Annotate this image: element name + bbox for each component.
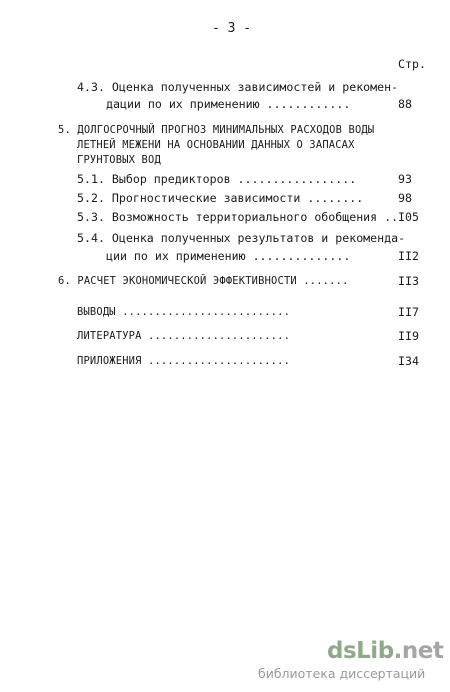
logo-tld: .net — [393, 638, 444, 664]
toc-literature: ЛИТЕРАТУРА ...................... — [77, 330, 291, 342]
toc-chapter-5-line3: ГРУНТОВЫХ ВОД — [77, 154, 161, 166]
toc-entry-5-2-page: 98 — [398, 191, 412, 205]
toc-conclusions-page: II7 — [398, 305, 419, 319]
toc-entry-4-3-page: 88 — [398, 97, 412, 111]
toc-entry-4-3-line1: 4.3. Оценка полученных зависимостей и рекомен- — [77, 80, 399, 94]
toc-entry-5-3: 5.3. Возможность территориального обобщения .. — [77, 210, 399, 224]
toc-chapter-5-line1: 5. ДОЛГОСРОЧНЫЙ ПРОГНОЗ МИНИМАЛЬНЫХ РАСХОДОВ ВОДЫ — [58, 124, 375, 136]
toc-chapter-6-page: II3 — [398, 274, 419, 288]
toc-entry-5-1-page: 93 — [398, 172, 412, 186]
toc-chapter-6: 6. РАСЧЕТ ЭКОНОМИЧЕСКОЙ ЭФФЕКТИВНОСТИ ....... — [58, 275, 349, 287]
page-number: - 3 - — [212, 21, 252, 36]
toc-entry-4-3-line2: дации по их применению ............ — [106, 97, 351, 111]
toc-entry-5-1: 5.1. Выбор предикторов ................. — [77, 172, 357, 186]
dslib-logo — [327, 638, 443, 664]
page-column-header: Стр. — [398, 57, 426, 71]
toc-entry-5-4-line2: ции по их применению .............. — [106, 249, 351, 263]
toc-entry-5-3-page: I05 — [398, 210, 419, 224]
toc-literature-page: II9 — [398, 329, 419, 343]
toc-entry-5-4-page: II2 — [398, 249, 419, 263]
logo-main: dsLib — [327, 638, 394, 664]
toc-chapter-5-line2: ЛЕТНЕЙ МЕЖЕНИ НА ОСНОВАНИИ ДАННЫХ О ЗАПАСАХ — [77, 139, 355, 151]
toc-entry-5-2: 5.2. Прогностические зависимости ........ — [77, 191, 364, 205]
watermark-caption: библиотека диссертаций — [258, 666, 426, 681]
toc-conclusions: ВЫВОДЫ .......................... — [77, 306, 291, 318]
toc-appendices-page: I34 — [398, 354, 419, 368]
toc-entry-5-4-line1: 5.4. Оценка полученных результатов и рекоменда- — [77, 231, 406, 245]
toc-appendices: ПРИЛОЖЕНИЯ ...................... — [77, 355, 291, 367]
